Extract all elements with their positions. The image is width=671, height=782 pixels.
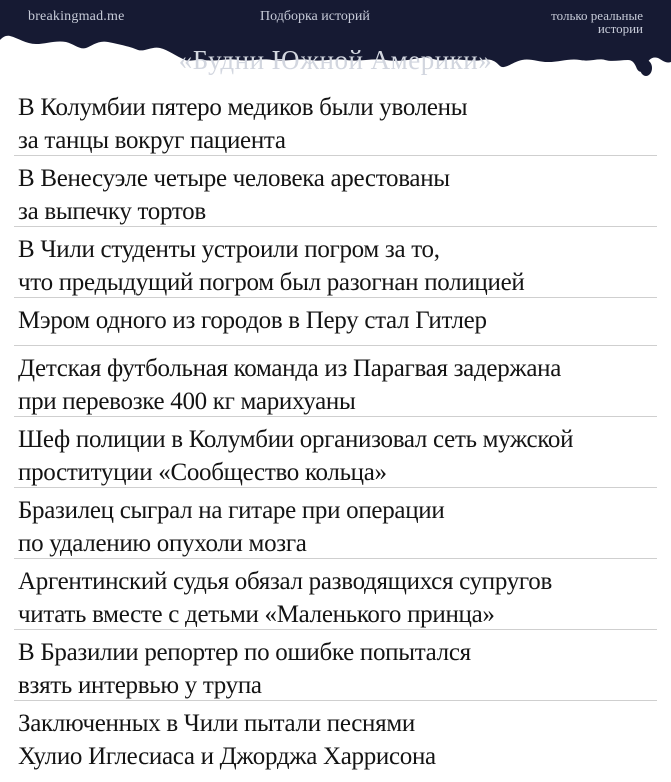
list-item: [14, 298, 657, 346]
story-line: Детская футбольная команда из Парагвая задержана: [18, 355, 562, 382]
story-line: читать вместе с детьми «Маленького принца»: [18, 601, 495, 628]
story-line: Хулио Иглесиаса и Джорджа Харрисона: [18, 743, 436, 770]
list-item: [14, 156, 657, 227]
site-name: breakingmad.me: [28, 9, 125, 24]
tagline-line-1: только реальные: [551, 8, 643, 23]
list-item: [14, 630, 657, 701]
list-item: [14, 701, 657, 772]
list-item: [14, 346, 657, 417]
story-line: Бразилец сыграл на гитаре при операции: [18, 497, 445, 524]
story-line: В Чили студенты устроили погром за то,: [18, 236, 440, 263]
story-line: по удалению опухоли мозга: [18, 530, 307, 557]
story-line: за выпечку тортов: [18, 198, 206, 225]
story-line: при перевозке 400 кг марихуаны: [18, 388, 356, 415]
story-line: В Бразилии репортер по ошибке попытался: [18, 639, 471, 666]
list-item: [14, 559, 657, 630]
list-item: [14, 488, 657, 559]
page-title: «Будни Южной Америки»: [178, 45, 493, 75]
header-banner: [0, 0, 671, 85]
story-line: что предыдущий погром был разогнан полицией: [18, 269, 525, 296]
story-line: за танцы вокруг пациента: [18, 127, 286, 154]
section-label: Подборка историй: [260, 9, 370, 24]
story-line: Шеф полиции в Колумбии организовал сеть мужской: [18, 426, 574, 453]
list-item: [14, 85, 657, 156]
tagline: [493, 9, 643, 35]
story-line: Аргентинский судья обязал разводящихся супругов: [18, 568, 552, 595]
story-list: [0, 85, 671, 772]
list-item: [14, 227, 657, 298]
story-line: Мэром одного из городов в Перу стал Гитлер: [18, 307, 487, 334]
story-line: проституции «Сообщество кольца»: [18, 459, 387, 486]
story-line: Заключенных в Чили пытали песнями: [18, 710, 415, 737]
tagline-line-2: истории: [597, 21, 643, 36]
story-line: В Венесуэле четыре человека арестованы: [18, 165, 450, 192]
story-line: взять интервью у трупа: [18, 672, 262, 699]
story-line: В Колумбии пятеро медиков были уволены: [18, 94, 468, 121]
list-item: [14, 417, 657, 488]
